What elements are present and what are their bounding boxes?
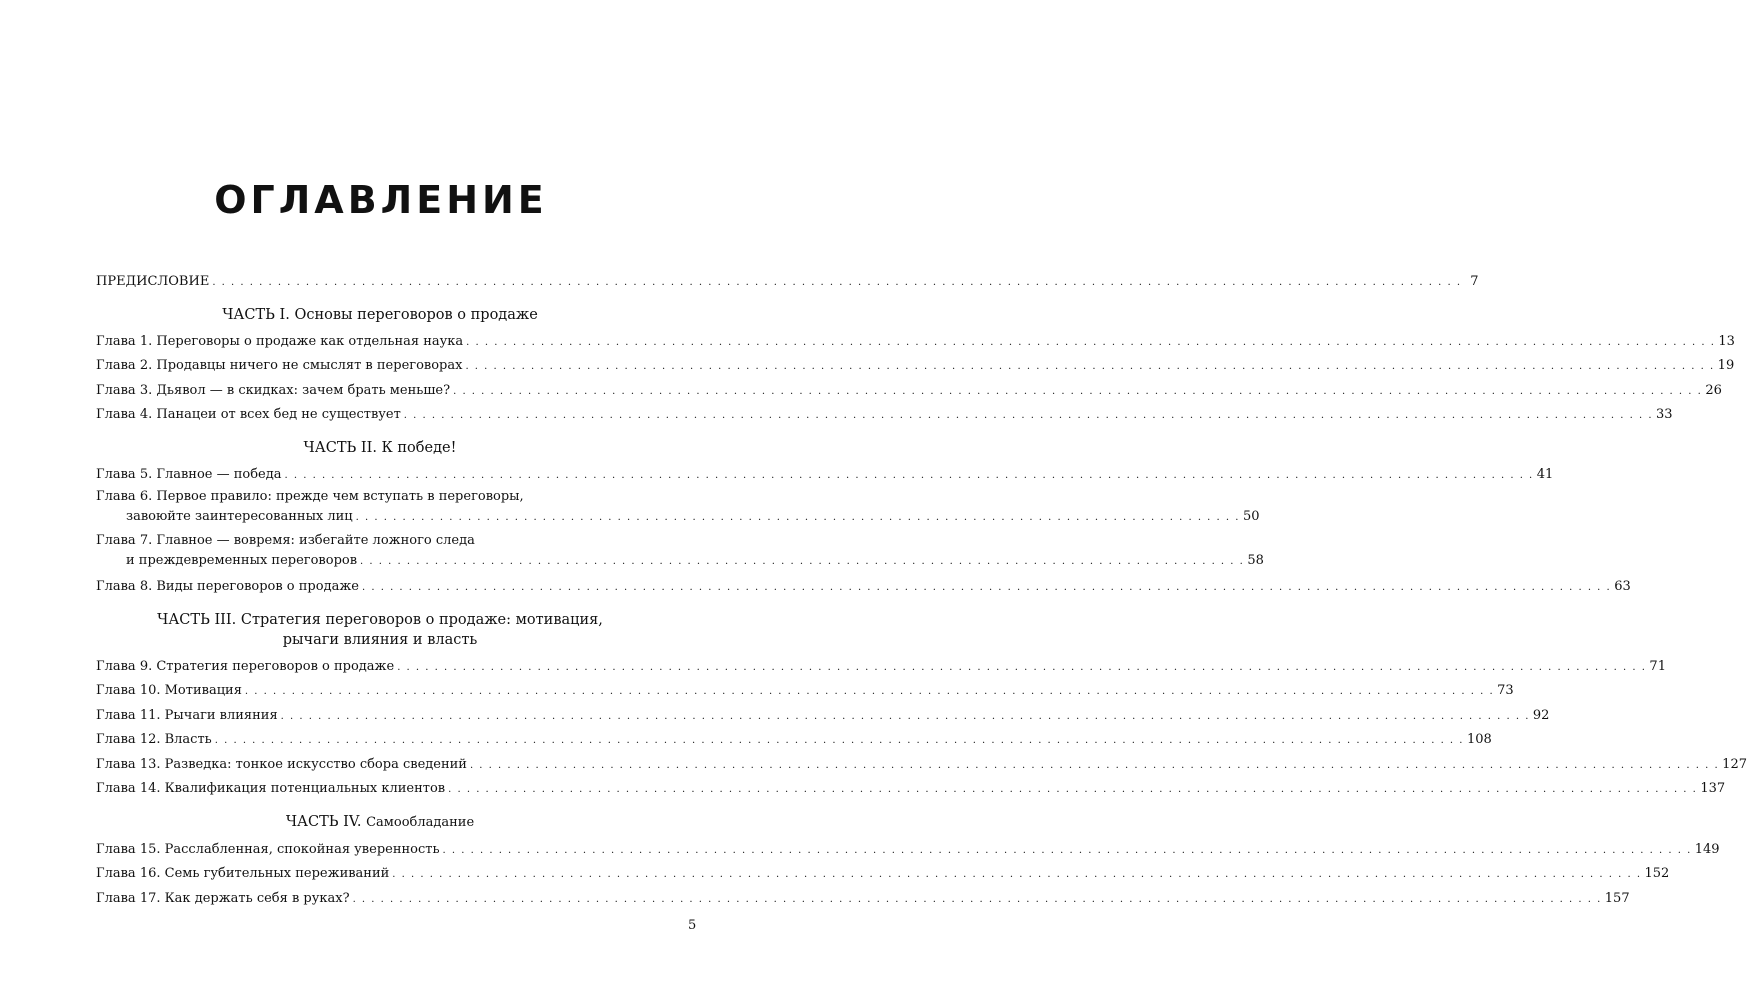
toc-entry-page: 73: [1497, 683, 1514, 698]
dot-leader: [453, 379, 1702, 404]
toc-entry-chapter-2[interactable]: [96, 354, 1735, 379]
toc-entry-chapter-15[interactable]: [96, 838, 1720, 863]
toc-entry-label: Глава 8. Виды переговоров о продаже: [96, 579, 359, 594]
toc-entry-chapter-4[interactable]: [96, 403, 1673, 428]
toc-entry-chapter-17[interactable]: [96, 887, 1630, 912]
toc-entry-page: 63: [1614, 579, 1631, 594]
part-heading-subtitle: Самообладание: [366, 814, 475, 830]
toc-entry-chapter-5[interactable]: [96, 463, 1554, 488]
part-heading-line-2: рычаги влияния и власть: [282, 631, 478, 648]
toc-entry-page: 58: [1247, 553, 1264, 568]
toc-entry-label: Глава 3. Дьявол — в скидках: зачем брать меньше?: [96, 382, 451, 398]
toc-entry-label-continued: завоюйте заинтересованных лиц: [126, 509, 353, 524]
part-heading-2: ЧАСТЬ II. К победе!: [303, 439, 457, 456]
dot-leader: [285, 463, 1534, 488]
toc-entry-label: Глава 13. Разведка: тонкое искусство сбора сведений: [96, 756, 467, 772]
toc-entry-page: 71: [1649, 658, 1666, 674]
toc-entry-chapter-7[interactable]: [96, 531, 1264, 572]
dot-leader: [356, 507, 1240, 528]
toc-entry-page: 19: [1717, 358, 1735, 373]
dot-leader: [397, 655, 1646, 680]
dot-leader: [392, 862, 1641, 887]
toc-entry-page: 108: [1466, 732, 1492, 747]
part-heading-3: [96, 610, 664, 650]
dot-leader: [466, 330, 1715, 355]
toc-entry-label: Глава 10. Мотивация: [96, 683, 242, 698]
toc-entry-label: Глава 11. Рычаги влияния: [96, 707, 278, 723]
toc-entry-chapter-9[interactable]: [96, 655, 1666, 680]
dot-leader: [470, 753, 1719, 778]
toc-entry-page: 50: [1242, 509, 1260, 524]
toc-entry-chapter-11[interactable]: [96, 704, 1550, 729]
toc-entry-label: Глава 15. Расслабленная, спокойная уверенность: [96, 841, 440, 857]
dot-leader: [404, 403, 1653, 428]
toc-entry-page: 127: [1722, 756, 1747, 772]
dot-leader: [353, 887, 1602, 912]
toc-entry-page: 92: [1532, 707, 1550, 723]
toc-entry-page: 137: [1700, 781, 1726, 796]
toc-entry-chapter-10[interactable]: [96, 679, 1514, 704]
dot-leader: [465, 354, 1714, 379]
part-heading-1: ЧАСТЬ I. Основы переговоров о продаже: [222, 306, 538, 323]
toc-entry-page: 41: [1536, 466, 1554, 482]
toc-entry-chapter-3[interactable]: [96, 379, 1722, 404]
dot-leader: [281, 704, 1530, 729]
toc-entry-label: Глава 7. Главное — вовремя: избегайте ложного следа: [96, 533, 475, 548]
toc-entry-page: 152: [1644, 866, 1670, 881]
toc-entry-chapter-8[interactable]: [96, 575, 1631, 600]
dot-leader: [360, 551, 1244, 572]
part-heading-4: [96, 812, 664, 833]
toc-entry-chapter-13[interactable]: [96, 753, 1747, 778]
toc-entry-label: Глава 12. Власть: [96, 732, 212, 747]
toc-entry-chapter-12[interactable]: [96, 728, 1492, 753]
part-heading-line-1: ЧАСТЬ III. Стратегия переговоров о продаже: мотивация,: [157, 611, 603, 628]
toc-entry-label: ПРЕДИСЛОВИЕ: [96, 274, 210, 289]
toc-entry-chapter-16[interactable]: [96, 862, 1670, 887]
dot-leader: [443, 838, 1692, 863]
toc-entry-label: Глава 1. Переговоры о продаже как отдельная наука: [96, 333, 464, 349]
toc-entry-label: Глава 17. Как держать себя в руках?: [96, 890, 350, 906]
toc-entry-chapter-1[interactable]: [96, 330, 1735, 355]
dot-leader: [362, 575, 1611, 600]
toc-entry-page: 13: [1718, 333, 1735, 349]
toc-entry-label: Глава 14. Квалификация потенциальных клиентов: [96, 781, 446, 796]
page-title: ОГЛАВЛЕНИЕ: [214, 178, 548, 222]
dot-leader: [245, 679, 1494, 704]
toc-entry-page: 7: [1470, 274, 1479, 289]
toc-entry-label: Глава 9. Стратегия переговоров о продаже: [96, 658, 395, 674]
toc-entry-page: 33: [1656, 407, 1673, 422]
toc-entry-page: 157: [1604, 890, 1630, 906]
toc-entry-label: Глава 2. Продавцы ничего не смыслят в переговорах: [96, 358, 463, 373]
dot-leader: [448, 777, 1697, 802]
toc-entry-page: 26: [1705, 382, 1722, 398]
table-of-contents: [96, 270, 1747, 911]
toc-entry-label: Глава 5. Главное — победа: [96, 466, 282, 482]
dot-leader: [212, 270, 1461, 295]
dot-leader: [215, 728, 1464, 753]
toc-entry-label: Глава 16. Семь губительных переживаний: [96, 866, 390, 881]
toc-entry-preface[interactable]: [96, 270, 1479, 295]
toc-entry-page: 149: [1694, 841, 1720, 857]
toc-entry-label-continued: и преждевременных переговоров: [126, 553, 358, 568]
part-heading-number: ЧАСТЬ IV.: [285, 813, 362, 830]
page-number: 5: [688, 918, 697, 933]
toc-entry-label: Глава 6. Первое правило: прежде чем вступать в переговоры,: [96, 489, 524, 504]
toc-entry-chapter-14[interactable]: [96, 777, 1726, 802]
toc-entry-label: Глава 4. Панацеи от всех бед не существует: [96, 407, 401, 422]
toc-entry-chapter-6[interactable]: [96, 487, 1260, 528]
